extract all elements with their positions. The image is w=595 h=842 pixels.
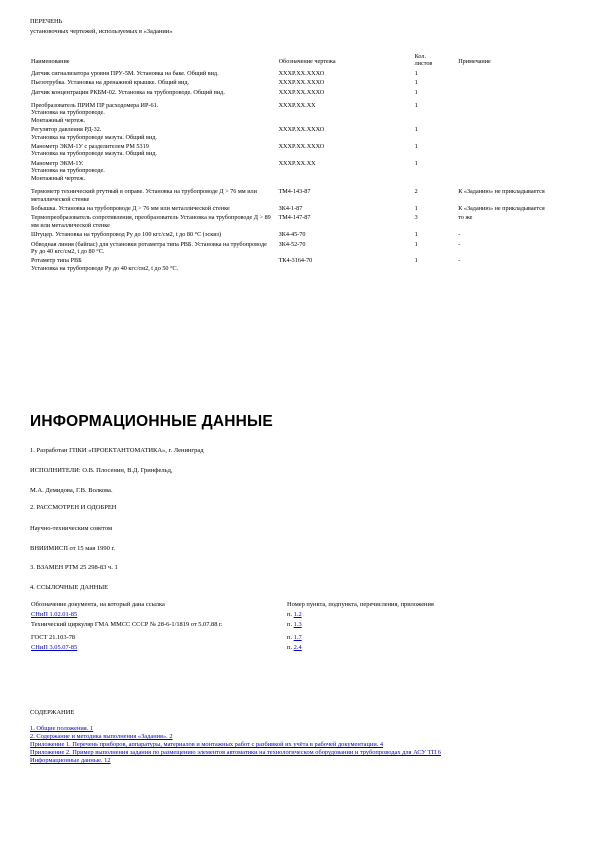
row-note bbox=[456, 125, 579, 142]
table-header-row bbox=[29, 52, 579, 69]
info-references: 4. ССЫЛОЧНЫЕ ДАННЫЕ bbox=[30, 584, 109, 591]
refs-item-cell bbox=[285, 620, 529, 633]
table-row bbox=[29, 204, 579, 213]
refs-row bbox=[29, 633, 529, 643]
toc-item bbox=[30, 733, 570, 741]
column-header-designation: Обозначение чертежа bbox=[278, 58, 336, 65]
table-row bbox=[29, 159, 579, 183]
row-note: К «Заданию» не прикладывается bbox=[458, 188, 545, 196]
row-designation: ХХХР.ХХ.ХХ bbox=[278, 102, 316, 110]
row-sheets: 3 bbox=[414, 214, 418, 222]
refs-doc-link[interactable]: СНиП 1.02.01-85 bbox=[31, 611, 78, 618]
toc-item bbox=[30, 757, 570, 765]
toc-item-link[interactable]: 1. Общие положения. 1 bbox=[30, 725, 94, 732]
toc-title: СОДЕРЖАНИЕ bbox=[30, 709, 75, 716]
refs-doc-link[interactable]: СНиП 3.05.07-85 bbox=[31, 644, 78, 651]
row-designation: ХХХР.ХХ.ХХ bbox=[278, 159, 316, 167]
row-sheets: 1 bbox=[414, 231, 418, 239]
row-name: Пьезотрубка. Установка на дренажной крышке. Общий вид. bbox=[31, 79, 190, 87]
refs-row bbox=[29, 643, 529, 653]
refs-item-prefix: п. bbox=[287, 634, 294, 641]
refs-item-prefix: п. bbox=[287, 621, 294, 628]
refs-row bbox=[29, 620, 529, 633]
refs-doc-cell bbox=[29, 633, 285, 643]
list-subtitle: установочных чертежей, используемых в «Задании» bbox=[30, 28, 173, 35]
info-approved: 2. РАССМОТРЕН И ОДОБРЕН bbox=[30, 504, 117, 511]
refs-doc-cell bbox=[29, 643, 285, 653]
row-name: Преобразователь ПРИМ ПР расходомера ИР-61. Установка на трубопроводе. Монтажный чертеж. bbox=[31, 102, 159, 124]
row-sheets: 1 bbox=[414, 257, 418, 265]
info-council-date: ВНИИМИСП от 15 мая 1990 г. bbox=[30, 545, 116, 552]
info-executors-cont: М.А. Демидова, Г.В. Волкова. bbox=[30, 487, 113, 494]
row-sheets: 1 bbox=[414, 126, 418, 134]
table-row bbox=[29, 125, 579, 142]
row-note bbox=[456, 88, 579, 97]
column-header-sheets: Кол. листов bbox=[414, 53, 433, 68]
refs-row bbox=[29, 610, 529, 620]
row-note bbox=[456, 78, 579, 87]
row-name: Термопреобразователь сопротивления, преобразователь Установка на трубопроводе Д > 89 мм или металлической стенке bbox=[31, 214, 271, 229]
table-row bbox=[29, 240, 579, 257]
row-designation: ТК4-3164-70 bbox=[278, 257, 313, 265]
table-row bbox=[29, 230, 579, 239]
row-note bbox=[456, 69, 579, 78]
row-sheets: 1 bbox=[414, 204, 418, 212]
row-sheets: 1 bbox=[414, 69, 418, 77]
toc-item bbox=[30, 741, 570, 749]
column-header-name: Наименование bbox=[31, 58, 70, 65]
toc-list bbox=[30, 725, 570, 765]
refs-doc-text: ГОСТ 21.103-78 bbox=[31, 634, 76, 641]
row-designation: ЗК4-45-70 bbox=[278, 231, 306, 239]
refs-header-doc: Обозначение документа, на который дана ссылка bbox=[31, 601, 165, 608]
toc-item bbox=[30, 749, 570, 757]
row-name: Регулятор давления РД-32. Установка на трубопроводе мазута. Общий вид. bbox=[31, 126, 157, 141]
row-note: - bbox=[458, 240, 461, 248]
row-designation: ХХХР.ХХ.ХХХО bbox=[278, 69, 325, 77]
info-council: Научно-техническим советом bbox=[30, 525, 113, 532]
refs-header-item: Номер пункта, подпункта, перечисления, приложения bbox=[287, 601, 434, 608]
row-sheets: 1 bbox=[414, 102, 418, 110]
info-developer: 1. Разработан ГПКИ «ПРОЕКТАНТОМАТИКА», г. Ленинград bbox=[30, 447, 204, 454]
table-row bbox=[29, 183, 579, 204]
toc-item bbox=[30, 725, 570, 733]
row-name: Обводная линия (байпас) для установки ротаметра типа РВБ. Установка на трубопроводе Ру до 40 кгс/см2, t до 80 °С. bbox=[31, 240, 267, 255]
column-header-note: Примечание bbox=[458, 58, 491, 65]
list-title: ПЕРЕЧЕНЬ bbox=[30, 18, 63, 25]
table-row bbox=[29, 213, 579, 230]
toc-item-link[interactable]: Приложение 2. Пример выполнения задания по размещению элементов автоматики на технологическом оборудовании и трубопроводах для АСУ ТП 6 bbox=[30, 749, 441, 756]
table-row bbox=[29, 97, 579, 125]
refs-doc-cell bbox=[29, 610, 285, 620]
row-name: Манометр ЭКМ-1У с разделителем РМ 5319 Установка на трубопроводе мазута. Общий вид. bbox=[31, 143, 157, 158]
row-designation: ЗК4-1-87 bbox=[278, 204, 303, 212]
refs-item-link[interactable]: 2.4 bbox=[293, 644, 302, 651]
row-sheets: 1 bbox=[414, 143, 418, 151]
row-note: К «Заданию» не прикладывается bbox=[458, 204, 545, 212]
refs-item-cell bbox=[285, 643, 529, 653]
row-name: Ротаметр типа РВБ Установка на трубопроводе Ру до 40 кгс/см2, t до 50 °С. bbox=[31, 257, 179, 272]
row-designation: ХХХР.ХХ.ХХХО bbox=[278, 143, 325, 151]
drawings-table bbox=[29, 52, 579, 273]
refs-header-row bbox=[29, 600, 529, 610]
table-row bbox=[29, 78, 579, 87]
toc-item-link[interactable]: Приложение 1. Перечень приборов, аппаратуры, материалов и монтажных работ с разбивкой их учёта в рабочей документации. 4 bbox=[30, 741, 384, 748]
row-note bbox=[456, 142, 579, 159]
row-note: - bbox=[458, 231, 461, 239]
row-designation: ТМ4-147-87 bbox=[278, 214, 311, 222]
refs-item-prefix: п. bbox=[287, 644, 294, 651]
row-designation: ХХХР.ХХ.ХХХО bbox=[278, 126, 325, 134]
refs-doc-cell bbox=[29, 620, 285, 633]
refs-doc-text: Технический циркуляр ГМА ММСС СССР № 28-6-1/1819 от 5.07.88 г. bbox=[31, 621, 223, 628]
row-sheets: 1 bbox=[414, 79, 418, 87]
table-row bbox=[29, 88, 579, 97]
refs-item-cell bbox=[285, 610, 529, 620]
row-designation: ХХХР.ХХ.ХХХО bbox=[278, 88, 325, 96]
refs-item-link[interactable]: 1.2 bbox=[293, 611, 302, 618]
refs-item-cell bbox=[285, 633, 529, 643]
row-designation: ТМ4-143-87 bbox=[278, 188, 311, 196]
row-note bbox=[456, 159, 579, 183]
row-name: Термометр технический ртутный в оправе. Установка на трубопроводе Д > 76 мм или металлической стенке bbox=[31, 188, 257, 203]
row-note: то же bbox=[458, 214, 473, 222]
row-sheets: 1 bbox=[414, 240, 418, 248]
row-name: Датчик сигнализатора уровня ПРУ-5М. Установка на баке. Общий вид. bbox=[31, 69, 219, 77]
toc-item-link[interactable]: 2. Содержание и методика выполнения «Задания». 2 bbox=[30, 733, 173, 740]
row-note: - bbox=[458, 257, 461, 265]
row-sheets: 2 bbox=[414, 188, 418, 196]
refs-item-link[interactable]: 1.3 bbox=[293, 621, 302, 628]
table-row bbox=[29, 69, 579, 78]
references-table bbox=[29, 600, 529, 653]
table-row bbox=[29, 256, 579, 273]
refs-item-link[interactable]: 1.7 bbox=[293, 634, 302, 641]
row-note bbox=[456, 97, 579, 125]
toc-item-link[interactable]: Информационные данные. 12 bbox=[30, 757, 111, 764]
row-name: Бобышка. Установка на трубопроводе Д > 76 мм или металлической стенке bbox=[31, 204, 230, 212]
info-replaces: 3. ВЗАМЕН РТМ 25 298-83 ч. 1 bbox=[30, 564, 118, 571]
row-sheets: 1 bbox=[414, 159, 418, 167]
row-name: Манометр ЭКМ-1У. Установка на трубопроводе. Монтажный чертеж. bbox=[31, 159, 105, 182]
row-designation: ЗК4-52-70 bbox=[278, 240, 306, 248]
row-name: Штуцер. Установка на трубопровод Ру до 100 кгс/см2, t до 80 °С (эскиз) bbox=[31, 231, 222, 239]
refs-item-prefix: п. bbox=[287, 611, 294, 618]
row-designation: ХХХР.ХХ.ХХХО bbox=[278, 79, 325, 87]
info-executors: ИСПОЛНИТЕЛИ: О.В. Плосенин, В.Д. Гринфельд, bbox=[30, 467, 173, 474]
row-name: Датчик концентрации РКБМ-02. Установка на трубопроводе. Общий вид. bbox=[31, 88, 225, 96]
table-row bbox=[29, 142, 579, 159]
info-title: ИНФОРМАЦИОННЫЕ ДАННЫЕ bbox=[30, 413, 273, 430]
row-sheets: 1 bbox=[414, 88, 418, 96]
